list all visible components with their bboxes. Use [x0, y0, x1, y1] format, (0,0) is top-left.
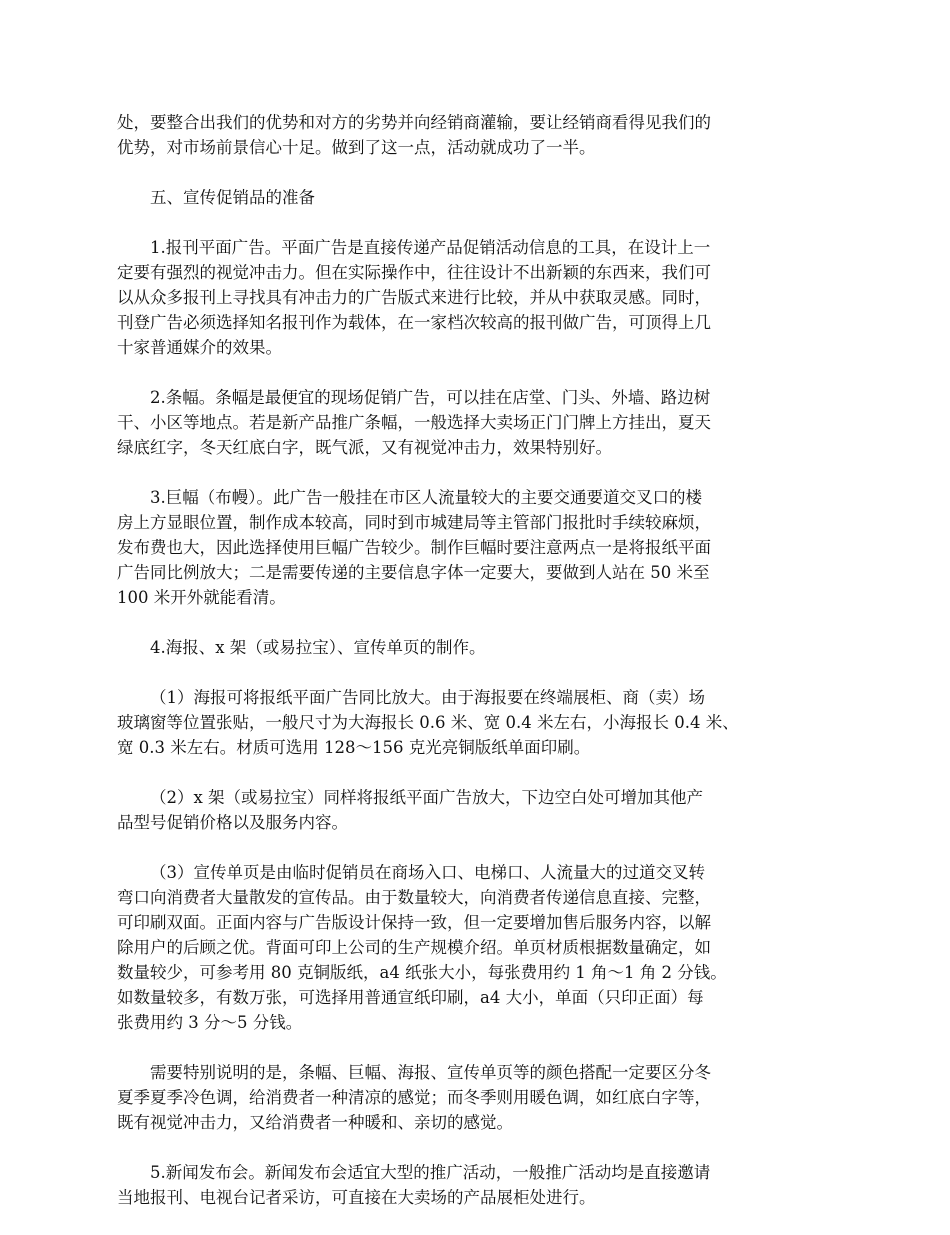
- paragraph-line: 品型号促销价格以及服务内容。: [117, 813, 348, 832]
- paragraph-line: 如数量较多，有数万张，可选择用普通宣纸印刷，a4 大小，单面（只印正面）每: [117, 988, 704, 1007]
- paragraph-line: 可印刷双面。正面内容与广告版设计保持一致，但一定要增加售后服务内容，以解: [117, 913, 711, 932]
- paragraph-line: （2）x 架（或易拉宝）同样将报纸平面广告放大，下边空白处可增加其他产: [150, 788, 704, 807]
- paragraph: [117, 235, 817, 360]
- paragraph-line: 既有视觉冲击力，又给消费者一种暖和、亲切的感觉。: [117, 1113, 513, 1132]
- paragraph: [117, 485, 817, 610]
- paragraph-line: 张费用约 3 分～5 分钱。: [117, 1013, 303, 1032]
- paragraph: [117, 1160, 817, 1210]
- paragraph-line: 十家普通媒介的效果。: [117, 338, 282, 357]
- paragraph-line: 玻璃窗等位置张贴，一般尺寸为大海报长 0.6 米、宽 0.4 米左右，小海报长 0.4 米、: [117, 713, 739, 732]
- paragraph-line: 3.巨幅（布幔）。此广告一般挂在市区人流量较大的主要交通要道交叉口的楼: [150, 488, 702, 507]
- paragraph-line: 五、宣传促销品的准备: [150, 188, 315, 207]
- paragraph-line: （3）宣传单页是由临时促销员在商场入口、电梯口、人流量大的过道交叉转: [150, 863, 705, 882]
- paragraph-line: 定要有强烈的视觉冲击力。但在实际操作中，往往设计不出新颖的东西来，我们可: [117, 263, 711, 282]
- paragraph-line: 除用户的后顾之优。背面可印上公司的生产规模介绍。单页材质根据数量确定，如: [117, 938, 711, 957]
- paragraph-line: （1）海报可将报纸平面广告同比放大。由于海报要在终端展柜、商（卖）场: [150, 688, 705, 707]
- paragraph-line: 处，要整合出我们的优势和对方的劣势并向经销商灌输，要让经销商看得见我们的: [117, 113, 711, 132]
- paragraph-line: 100 米开外就能看清。: [117, 588, 286, 607]
- paragraph-line: 5.新闻发布会。新闻发布会适宜大型的推广活动，一般推广活动均是直接邀请: [150, 1163, 711, 1182]
- paragraph-line: 1.报刊平面广告。平面广告是直接传递产品促销活动信息的工具，在设计上一: [150, 238, 711, 257]
- paragraph-line: 弯口向消费者大量散发的宣传品。由于数量较大，向消费者传递信息直接、完整，: [117, 888, 711, 907]
- paragraph-line: 房上方显眼位置，制作成本较高，同时到市城建局等主管部门报批时手续较麻烦，: [117, 513, 711, 532]
- paragraph: [117, 785, 817, 835]
- paragraph-line: 广告同比例放大；二是需要传递的主要信息字体一定要大，要做到人站在 50 米至: [117, 563, 710, 582]
- paragraph: [117, 635, 817, 660]
- paragraph-line: 数量较少，可参考用 80 克铜版纸，a4 纸张大小，每张费用约 1 角～1 角 2 分钱。: [117, 963, 727, 982]
- paragraph-line: 4.海报、x 架（或易拉宝）、宣传单页的制作。: [150, 638, 486, 657]
- paragraph: [117, 1060, 817, 1135]
- paragraph: [117, 185, 817, 210]
- paragraph-line: 当地报刊、电视台记者采访，可直接在大卖场的产品展柜处进行。: [117, 1188, 596, 1207]
- paragraph-line: 刊登广告必须选择知名报刊作为载体，在一家档次较高的报刊做广告，可顶得上几: [117, 313, 711, 332]
- paragraph-line: 绿底红字，冬天红底白字，既气派，又有视觉冲击力，效果特别好。: [117, 438, 612, 457]
- paragraph: [117, 385, 817, 460]
- paragraph: [117, 685, 817, 760]
- paragraph-line: 以从众多报刊上寻找具有冲击力的广告版式来进行比较，并从中获取灵感。同时，: [117, 288, 711, 307]
- paragraph: [117, 860, 817, 1035]
- paragraph-line: 优势，对市场前景信心十足。做到了这一点，活动就成功了一半。: [117, 138, 596, 157]
- document-page: [117, 110, 817, 1235]
- paragraph-line: 宽 0.3 米左右。材质可选用 128～156 克光亮铜版纸单面印刷。: [117, 738, 591, 757]
- paragraph-line: 夏季夏季冷色调，给消费者一种清凉的感觉；而冬季则用暖色调，如红底白字等，: [117, 1088, 711, 1107]
- paragraph-line: 需要特别说明的是，条幅、巨幅、海报、宣传单页等的颜色搭配一定要区分冬: [150, 1063, 711, 1082]
- paragraph-line: 2.条幅。条幅是最便宜的现场促销广告，可以挂在店堂、门头、外墙、路边树: [150, 388, 711, 407]
- paragraph-line: 干、小区等地点。若是新产品推广条幅，一般选择大卖场正门门牌上方挂出，夏天: [117, 413, 711, 432]
- paragraph: [117, 110, 817, 160]
- paragraph-line: 发布费也大，因此选择使用巨幅广告较少。制作巨幅时要注意两点一是将报纸平面: [117, 538, 711, 557]
